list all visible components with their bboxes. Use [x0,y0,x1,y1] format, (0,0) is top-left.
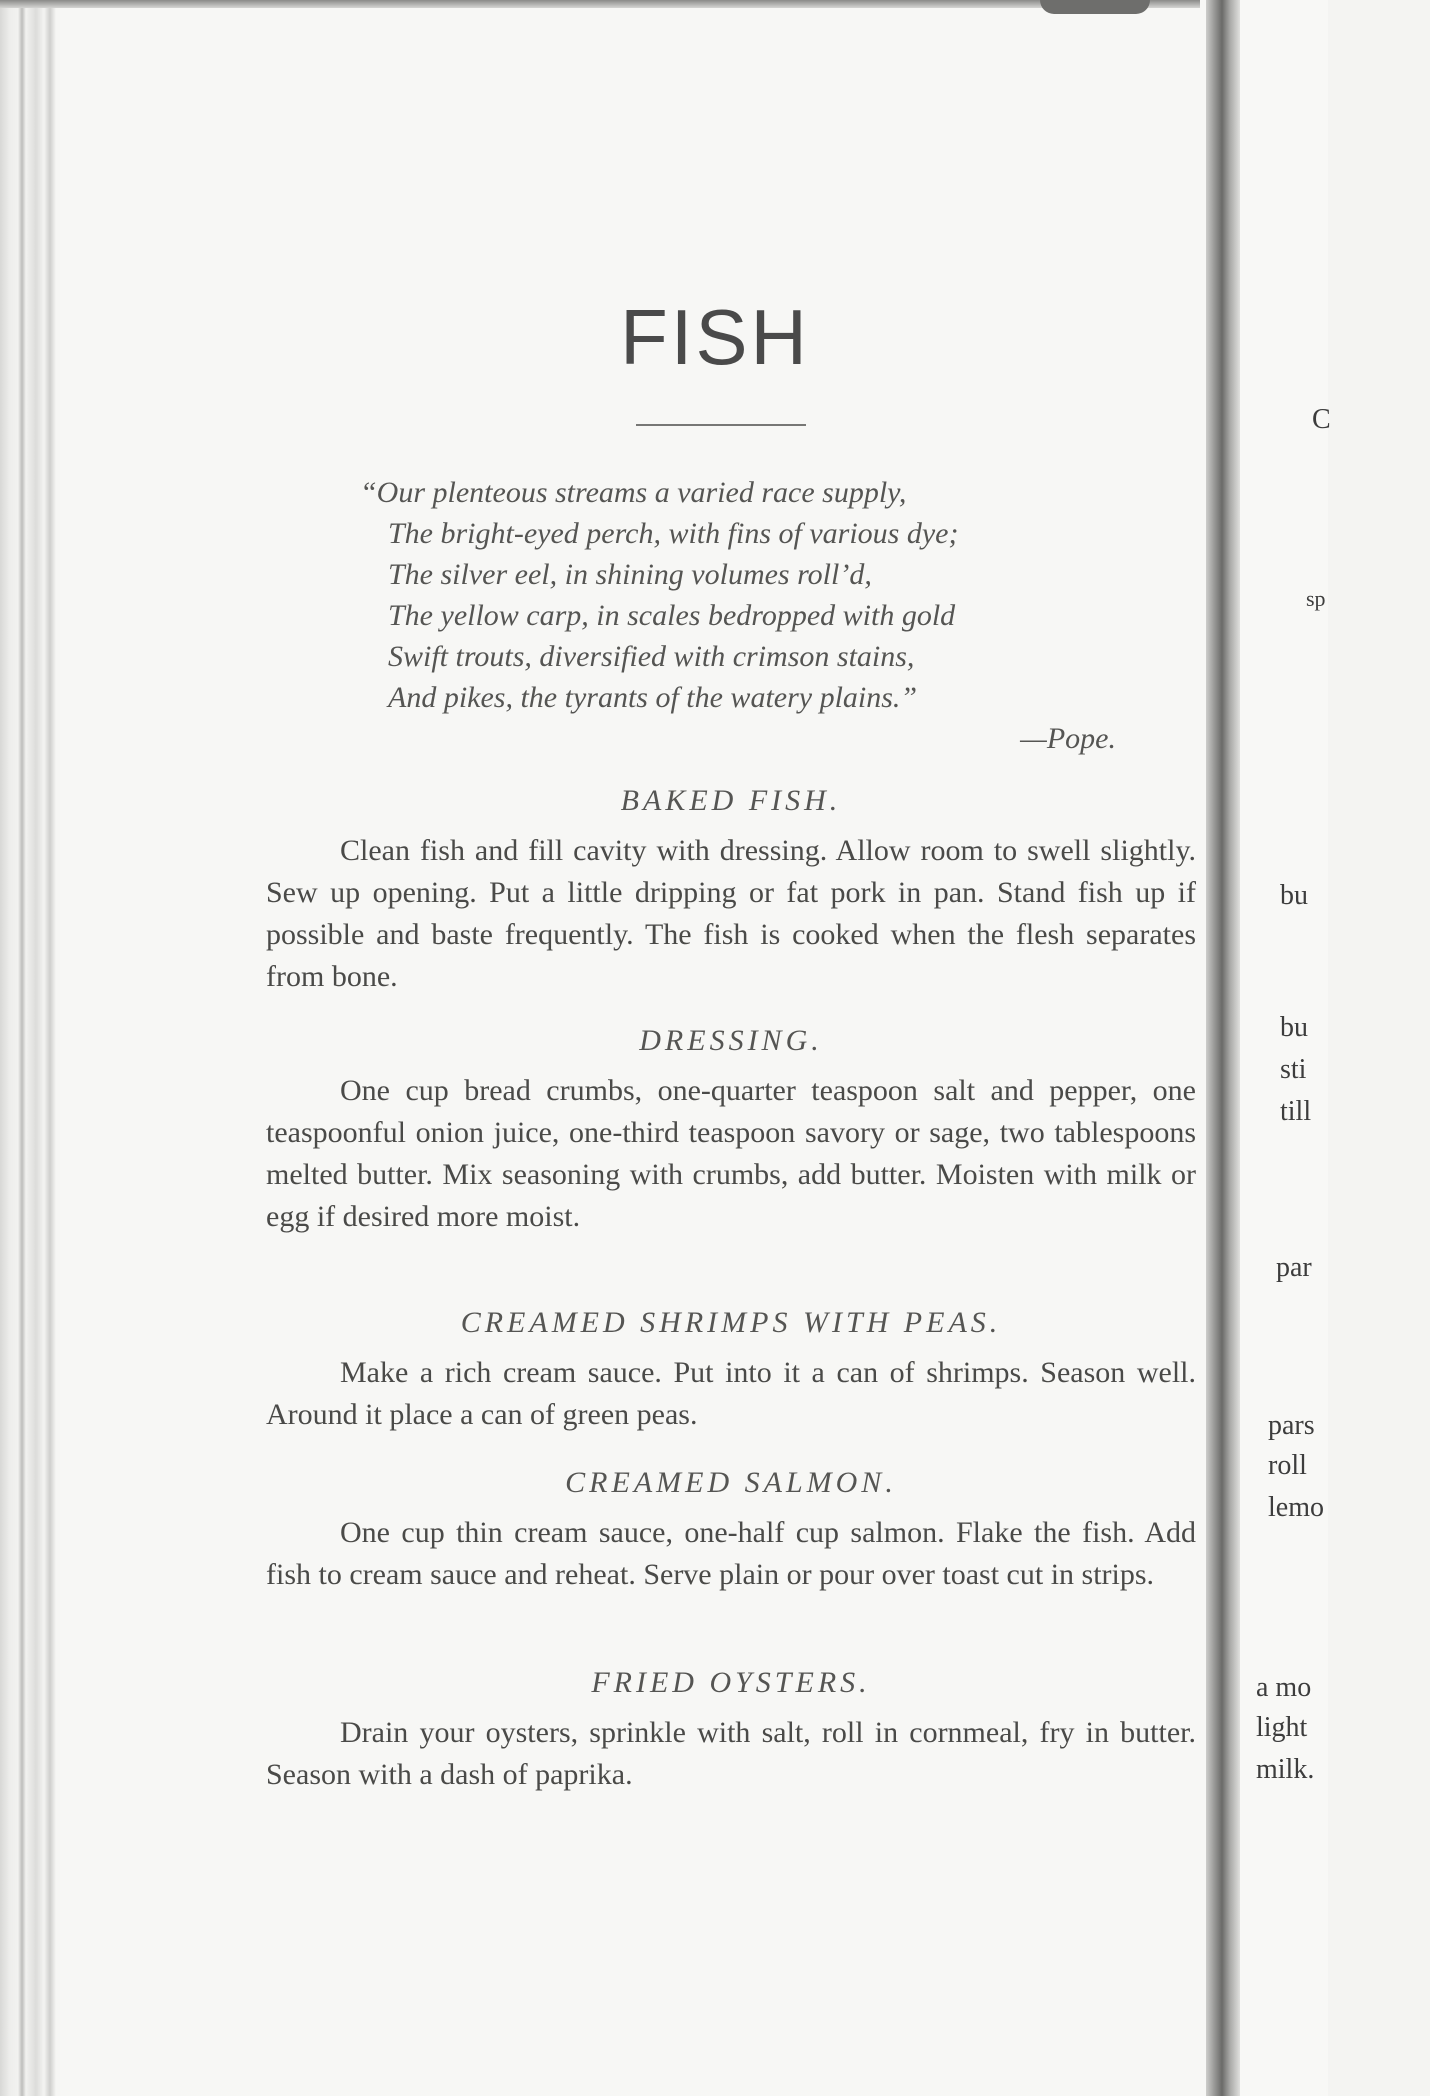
facing-fragment: bu [1280,880,1308,911]
epigraph-line: The bright-eyed perch, with fins of various dye; [388,517,959,550]
facing-fragment: bu [1280,1012,1308,1043]
facing-fragment: roll [1268,1450,1307,1481]
recipe-body: Make a rich cream sauce. Put into it a can of shrimps. Season well. Around it place a can of green peas. [266,1356,1196,1431]
title-divider [636,424,806,426]
epigraph-line: The silver eel, in shining volumes roll’d, [388,558,872,591]
facing-fragment: till [1280,1096,1312,1127]
facing-fragment: lemo [1268,1492,1324,1523]
top-binding-mark [1040,0,1150,14]
facing-fragment: light [1256,1712,1308,1743]
recipe-body: One cup bread crumbs, one-quarter teaspoon salt and pepper, one teaspoonful onion juice, one-third teaspoon savory or sage, two tablespoons melted butter. Mix seasoning with crumbs, add butter. Moisten with milk or egg if desired more moist. [266,1074,1196,1233]
epigraph-attribution: —Pope. [1020,722,1116,755]
facing-fragment: par [1276,1252,1312,1283]
recipe-baked-fish [266,784,1196,998]
recipe-fried-oysters [266,1666,1196,1796]
epigraph-line: “Our plenteous streams a varied race supply, [360,476,907,509]
facing-fragment: sp [1306,586,1326,611]
page-title: FISH [620,293,810,381]
recipe-body: Clean fish and fill cavity with dressing. Allow room to swell slightly. Sew up opening. Put a little dripping or fat pork in pan. Stand fish up if possible and baste frequently. The fish is cooked when the flesh separates from bone. [266,834,1196,993]
epigraph-line: And pikes, the tyrants of the watery plains.” [388,681,918,714]
facing-fragment: a mo [1256,1672,1312,1703]
facing-fragment: milk. [1256,1754,1315,1785]
facing-fragment: sti [1280,1054,1307,1085]
recipe-title: CREAMED SALMON. [565,1466,897,1499]
recipe-creamed-salmon [266,1466,1196,1596]
recipe-dressing [266,1024,1196,1238]
epigraph-line: Swift trouts, diversified with crimson stains, [388,640,915,673]
recipe-title: FRIED OYSTERS. [591,1666,871,1699]
facing-fragment: C [1312,404,1331,435]
epigraph [360,472,1120,759]
recipe-body: One cup thin cream sauce, one-half cup salmon. Flake the fish. Add fish to cream sauce and reheat. Serve plain or pour over toast cut in strips. [266,1516,1196,1591]
top-shadow [0,0,1200,8]
epigraph-line: The yellow carp, in scales bedropped with gold [388,599,956,632]
recipe-creamed-shrimps [266,1306,1196,1436]
recipe-title: BAKED FISH. [620,784,842,817]
recipe-body: Drain your oysters, sprinkle with salt, roll in cornmeal, fry in butter. Season with a dash of paprika. [266,1716,1196,1791]
facing-fragment: pars [1268,1410,1315,1441]
recipe-title: CREAMED SHRIMPS WITH PEAS. [460,1306,1002,1339]
recipe-title: DRESSING. [639,1024,823,1057]
